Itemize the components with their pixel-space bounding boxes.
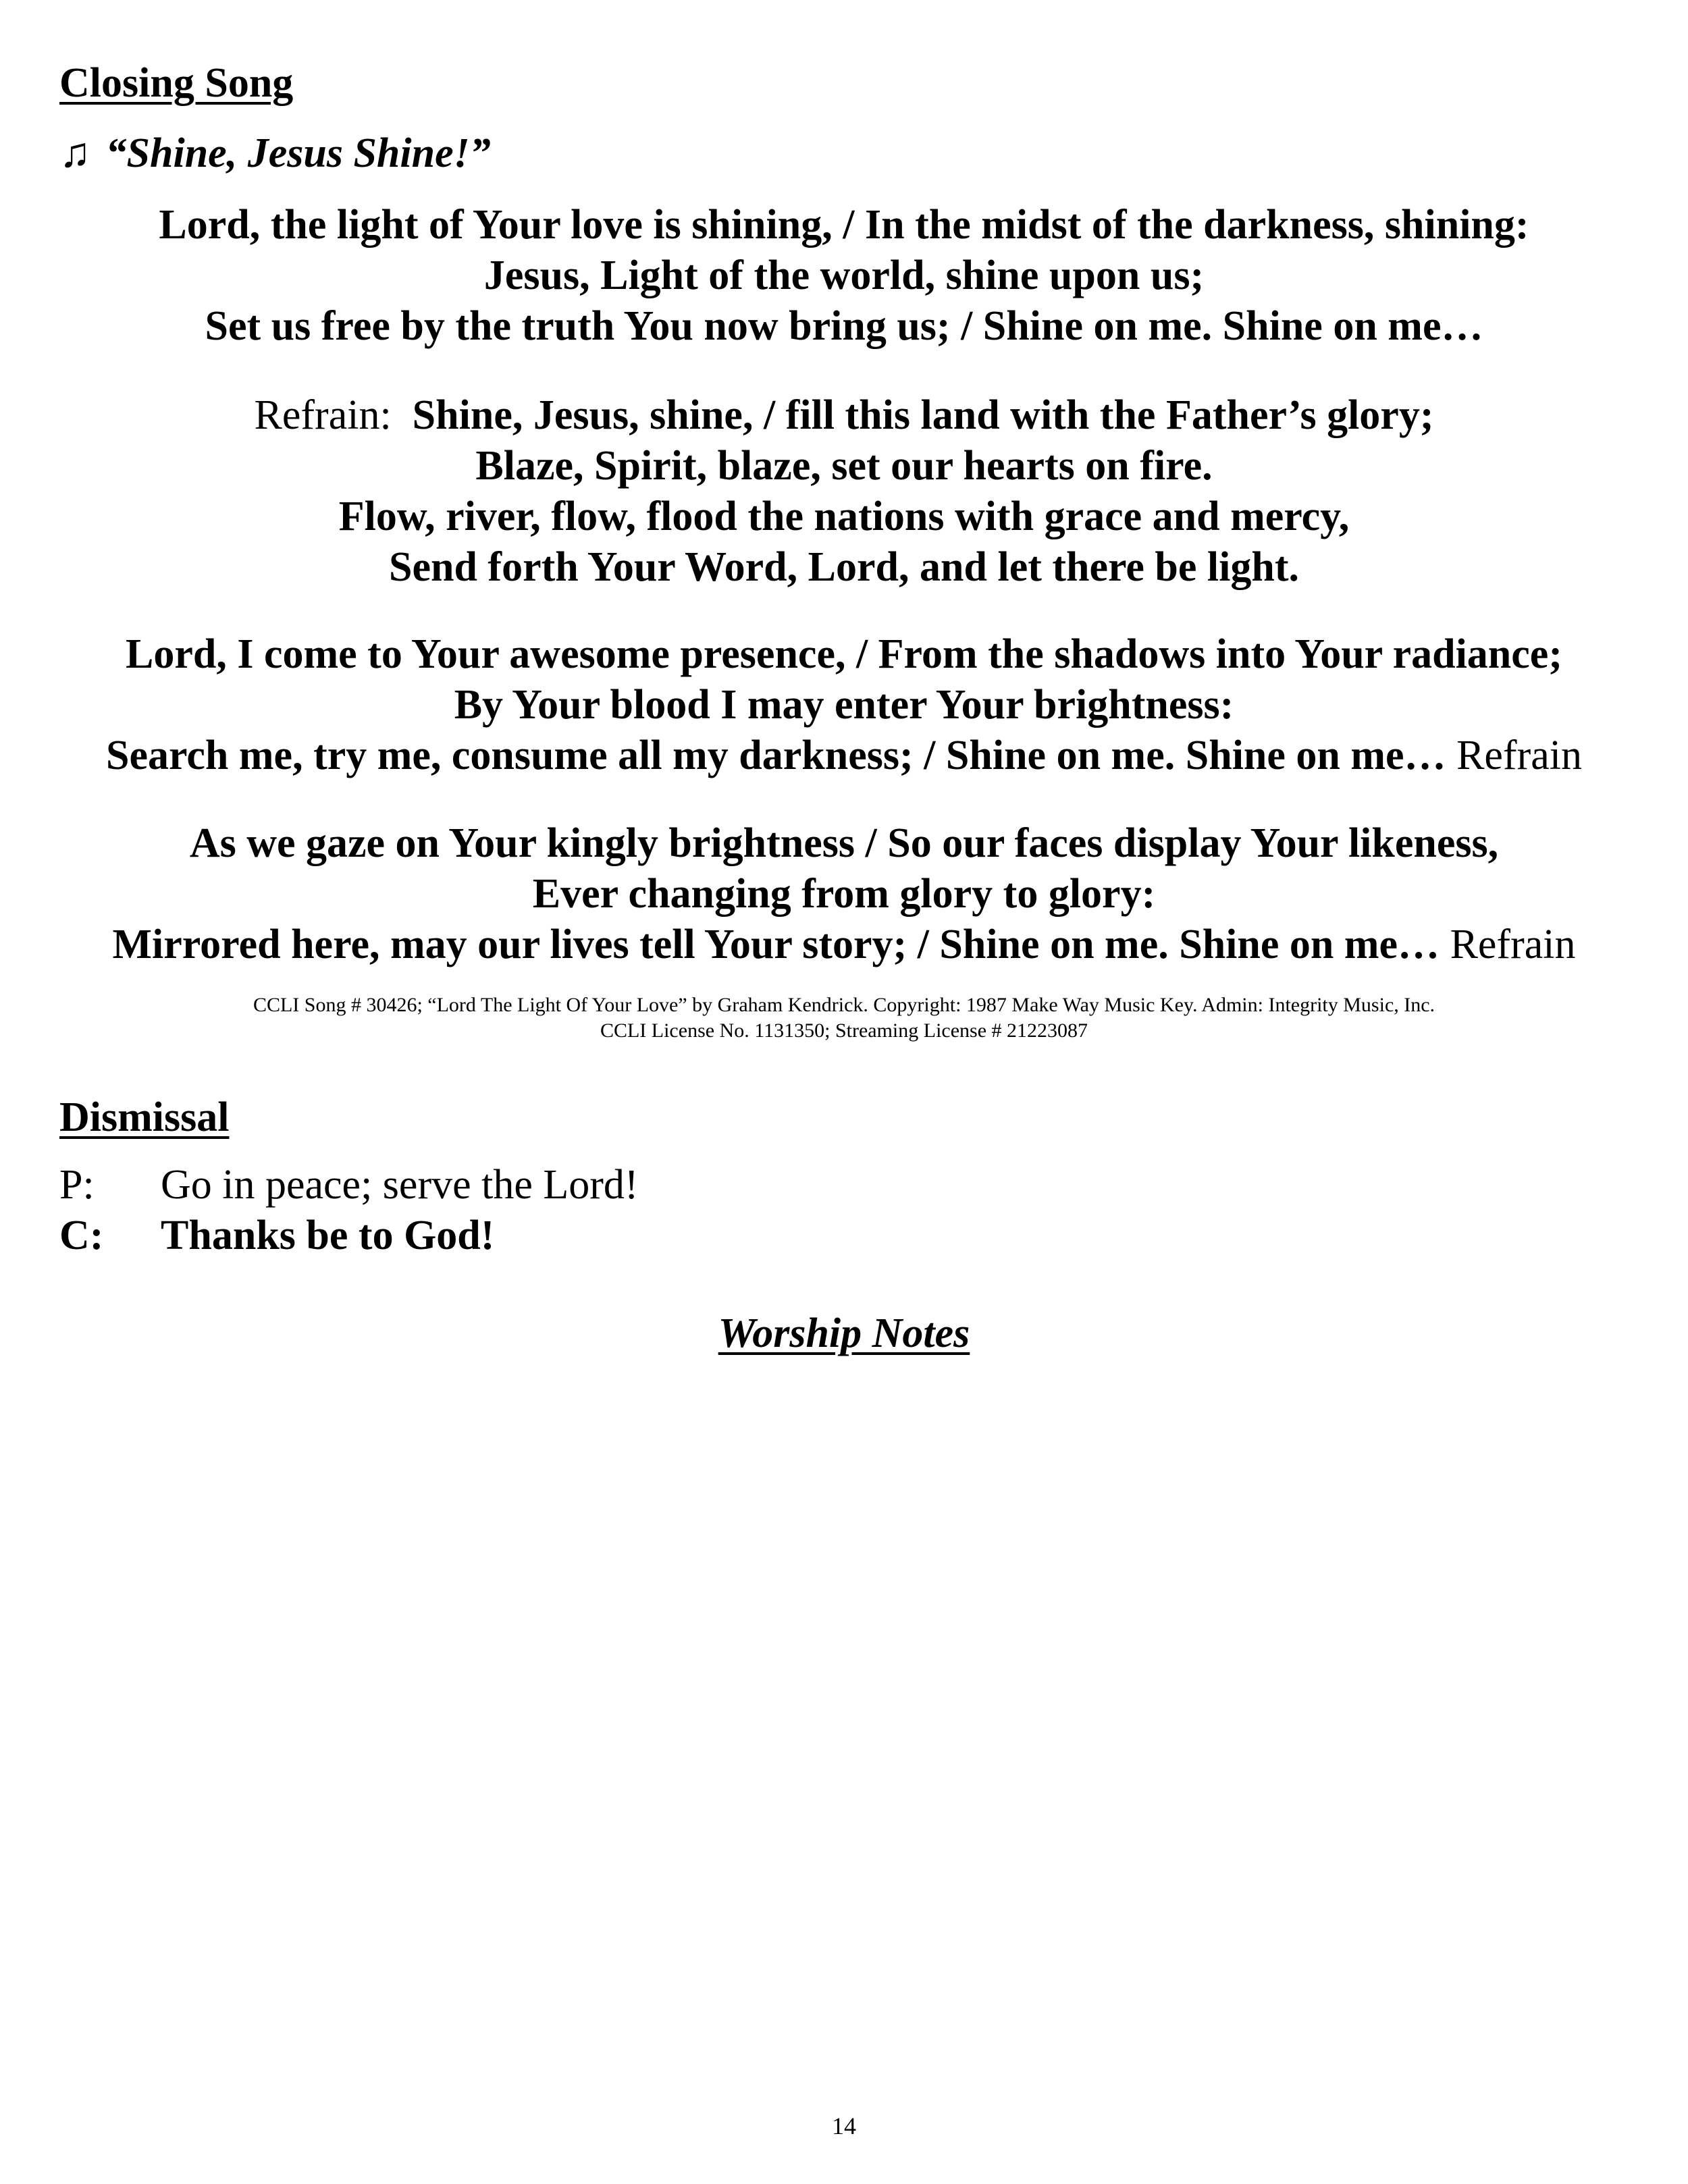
- verse-line: Jesus, Light of the world, shine upon us;: [483, 252, 1205, 298]
- song-title: [59, 130, 491, 178]
- verse-line-text: Search me, try me, consume all my darkness; / Shine on me. Shine on me…: [106, 733, 1446, 778]
- pastor-text: Go in peace; serve the Lord!: [161, 1162, 639, 1208]
- refrain-cue: Refrain: [1450, 922, 1576, 967]
- refrain-line: Flow, river, flow, flood the nations with grace and mercy,: [338, 494, 1350, 539]
- refrain: [54, 390, 1634, 593]
- copyright-line: CCLI License No. 1131350; Streaming License # 21223087: [600, 1019, 1088, 1042]
- refrain-line: [54, 390, 1634, 441]
- verse-line: By Your blood I may enter Your brightness:: [454, 682, 1234, 728]
- congregation-line: [59, 1210, 494, 1261]
- verse-line: Lord, the light of Your love is shining, / In the midst of the darkness, shining:: [159, 202, 1529, 248]
- verse-line: [54, 730, 1634, 781]
- closing-song-heading: Closing Song: [59, 60, 294, 106]
- pastor-label: P:: [59, 1162, 95, 1208]
- verse-line: As we gaze on Your kingly brightness / So our faces display Your likeness,: [189, 820, 1499, 866]
- congregation-label: C:: [59, 1213, 104, 1258]
- verse-line: Set us free by the truth You now bring us; / Shine on me. Shine on me…: [205, 303, 1483, 349]
- verse-line: Ever changing from glory to glory:: [532, 871, 1156, 917]
- copyright-line: CCLI Song # 30426; “Lord The Light Of Your Love” by Graham Kendrick. Copyright: 1987 Make Way Music Key. Admin: Integrity Music, Inc.: [253, 994, 1435, 1016]
- worship-notes-heading-text: Worship Notes: [718, 1310, 970, 1356]
- verse-1: [54, 200, 1634, 352]
- worship-notes-heading: [0, 1310, 1688, 1358]
- music-note-icon: ♫: [59, 130, 91, 176]
- refrain-cue: Refrain: [1456, 733, 1582, 778]
- refrain-line: Blaze, Spirit, blaze, set our hearts on fire.: [475, 443, 1213, 489]
- verse-3: [54, 818, 1634, 970]
- page-number: 14: [832, 2112, 856, 2139]
- verse-line: Lord, I come to Your awesome presence, / From the shadows into Your radiance;: [126, 631, 1562, 677]
- verse-line: [54, 920, 1634, 970]
- refrain-line-text: Shine, Jesus, shine, / fill this land with the Father’s glory;: [412, 392, 1434, 438]
- refrain-label: Refrain:: [254, 392, 392, 438]
- copyright-notice: [54, 992, 1634, 1044]
- verse-2: [54, 629, 1634, 781]
- congregation-text: Thanks be to God!: [161, 1213, 495, 1258]
- verse-line-text: Mirrored here, may our lives tell Your story; / Shine on me. Shine on me…: [112, 922, 1440, 967]
- song-title-text: “Shine, Jesus Shine!”: [105, 130, 491, 176]
- pastor-line: [59, 1160, 639, 1210]
- refrain-line: Send forth Your Word, Lord, and let there be light.: [388, 544, 1300, 590]
- dismissal-heading: Dismissal: [59, 1094, 230, 1140]
